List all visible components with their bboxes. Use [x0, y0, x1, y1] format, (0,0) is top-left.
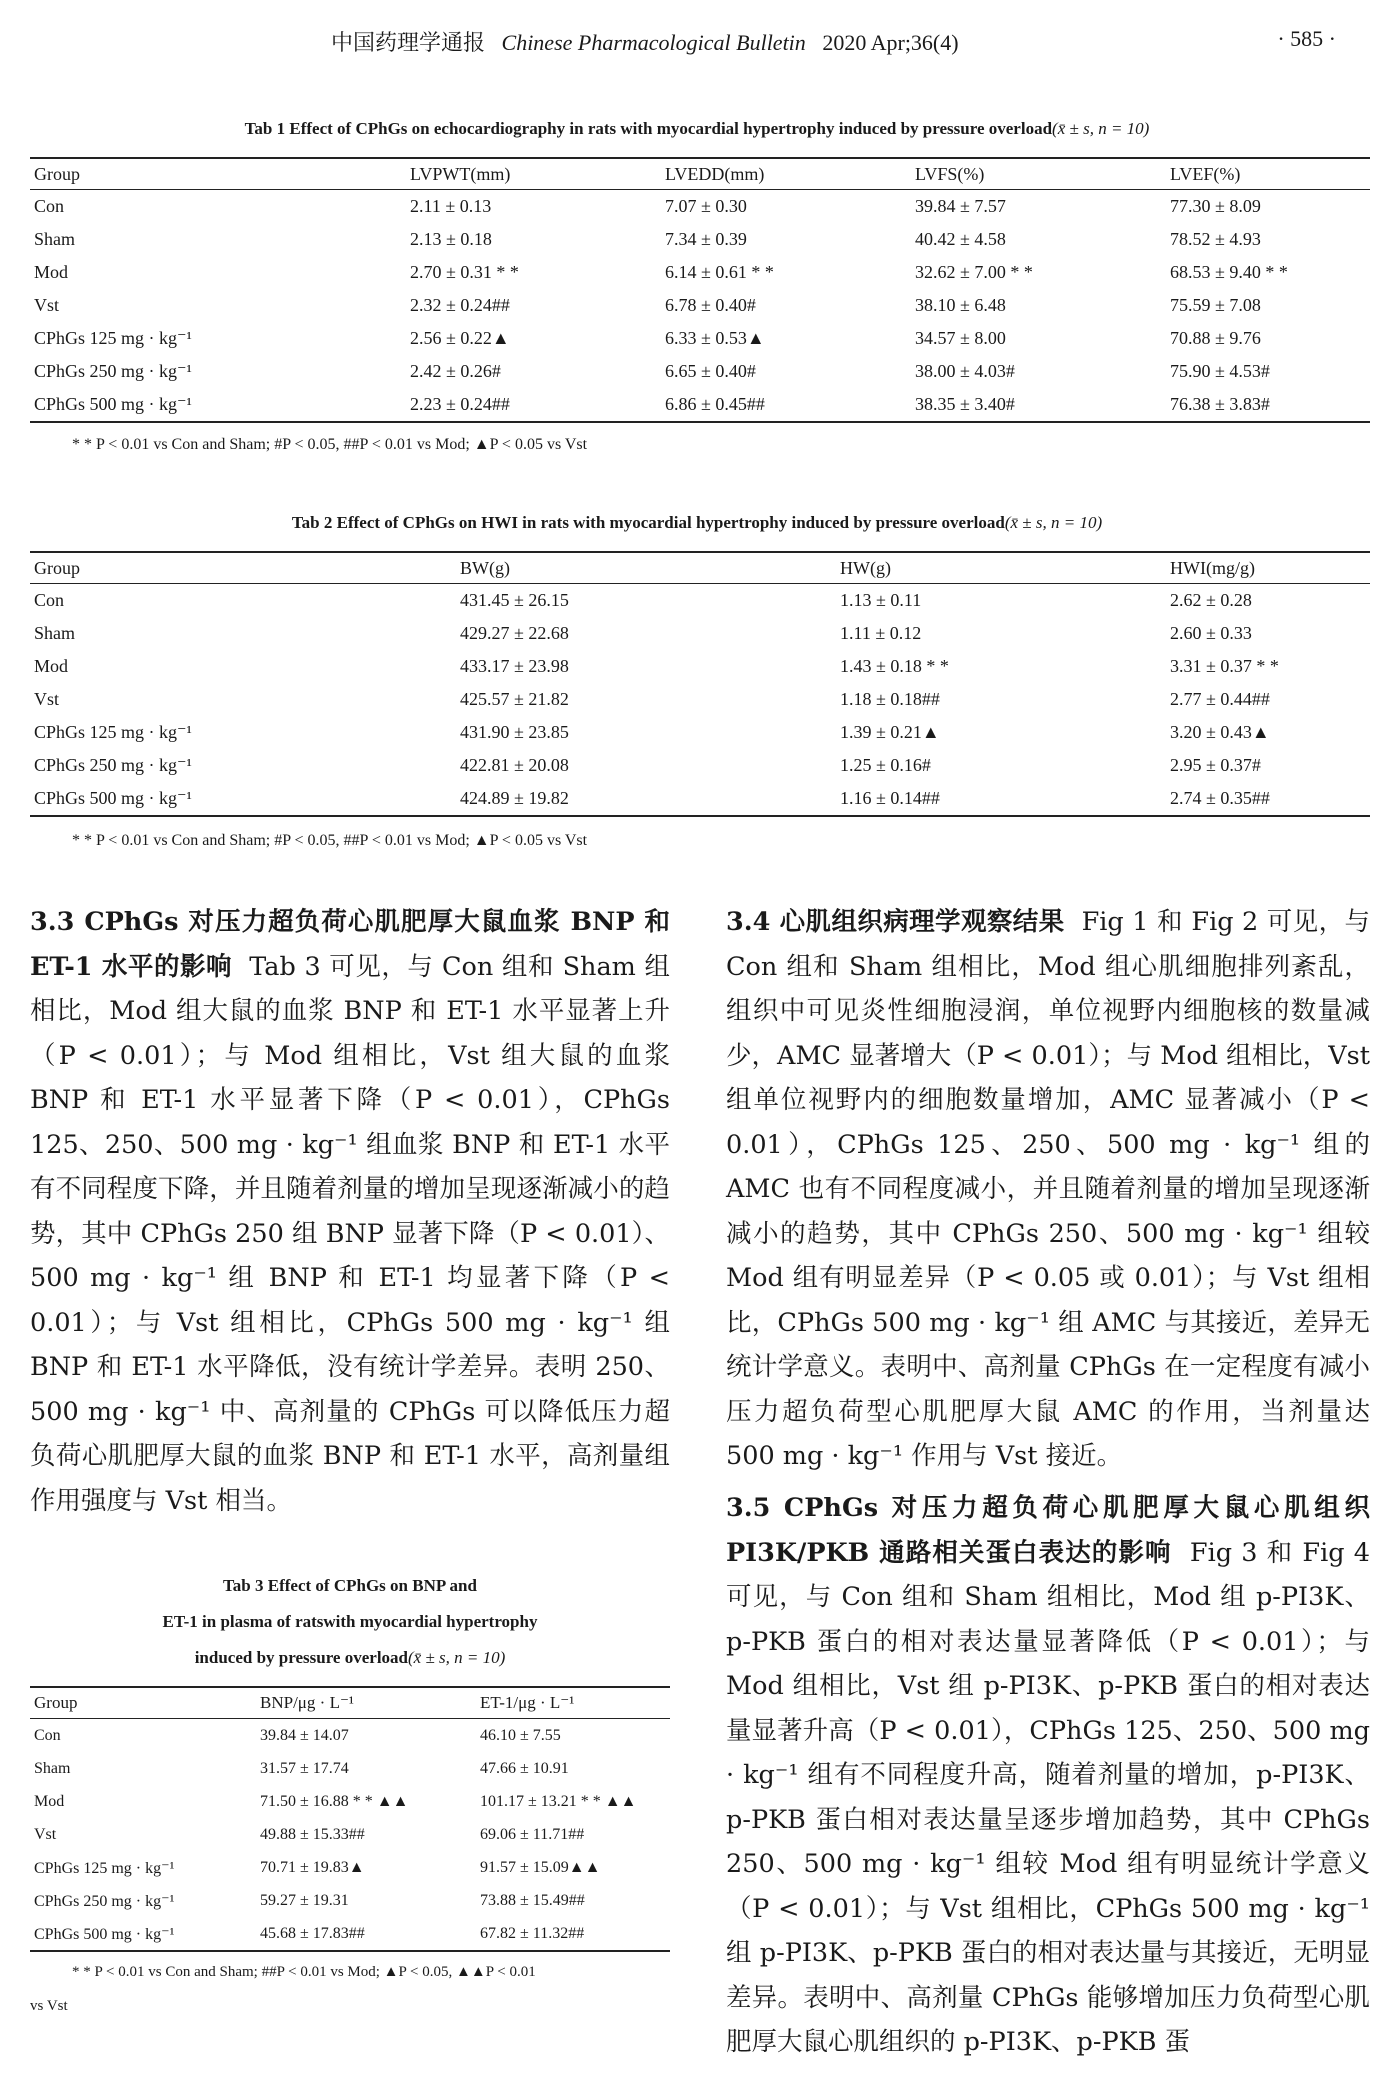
value-cell: 40.42 ± 4.58 [915, 229, 1006, 249]
group-cell: Mod [34, 656, 69, 676]
value-cell: 7.07 ± 0.30 [665, 196, 747, 216]
table-row [30, 749, 1370, 782]
table-row [30, 1785, 670, 1818]
table-row [30, 289, 1370, 322]
group-cell: Sham [34, 1759, 71, 1777]
value-cell: 77.30 ± 8.09 [1170, 196, 1261, 216]
value-cell: 78.52 ± 4.93 [1170, 229, 1261, 249]
value-cell: 429.27 ± 22.68 [460, 623, 569, 643]
table-row [30, 1884, 670, 1917]
table-row [30, 256, 1370, 289]
section-3-4-body: Fig 1 和 Fig 2 可见，与 Con 组和 Sham 组相比，Mod 组心肌细胞排列紊乱，组织中可见炎性细胞浸润，单位视野内细胞核的数量减少，AMC 显著增大（P < 0.01）；与 Mod 组相比，Vst 组单位视野内的细胞数量增加，AMC 显著减小（P < 0.01），CPhGs 125、250、500 mg · kg⁻¹ 组的 AMC 也有不同程度减小，并且随着剂量的增加呈现逐渐减小的趋势，其中 CPhGs 250、500 mg · kg⁻¹ 组较 Mod 组有明显差异（P < 0.05 或 0.01）；与 Vst 组相比，CPhGs 500 mg · kg⁻¹ 组 AMC 与其接近，差异无统计学意义。表明中、高剂量 CPhGs 在一定程度有减小压力超负荷型心肌肥厚大鼠 AMC 的作用，当剂量达 500 mg · kg⁻¹ 作用与 Vst 接近。 [726, 907, 1370, 1471]
tab1-col-header: LVPWT(mm) [410, 158, 665, 190]
value-cell: 1.16 ± 0.14## [840, 782, 1170, 816]
group-cell: Con [34, 1726, 61, 1744]
tab3-col-header: BNP/μg · L⁻¹ [260, 1687, 480, 1719]
value-cell: 2.62 ± 0.28 [1170, 590, 1252, 610]
value-cell: 1.11 ± 0.12 [840, 623, 922, 643]
group-cell: Sham [34, 229, 76, 249]
page-number: · 585 · [1277, 26, 1336, 51]
group-cell: Sham [34, 623, 76, 643]
value-cell: 6.33 ± 0.53▲ [665, 328, 765, 348]
tab3-title [30, 1568, 670, 1676]
tab2-title [0, 513, 1394, 533]
running-header [0, 26, 1394, 66]
table-row [30, 1719, 670, 1753]
tab1-title-text: Tab 1 Effect of CPhGs on echocardiography in rats with myocardial hypertrophy induced by pressure overload [244, 119, 1053, 138]
value-cell: 2.95 ± 0.37# [1170, 755, 1261, 775]
section-3-5-body: Fig 3 和 Fig 4 可见，与 Con 组和 Sham 组相比，Mod 组 p-PI3K、p-PKB 蛋白的相对表达量显著降低（P < 0.01）；与 Mod 组相比，Vst 组 p-PI3K、p-PKB 蛋白的相对表达量显著升高（P < 0.01），CPhGs 125、250、500 mg · kg⁻¹ 组有不同程度升高，随着剂量的增加，p-PI3K、p-PKB 蛋白相对表达量呈逐步增加趋势，其中 CPhGs 250、500 mg · kg⁻¹ 组较 Mod 组有明显统计学意义（P < 0.01）；与 Vst 组相比，CPhGs 500 mg · kg⁻¹ 组 p-PI3K、p-PKB 蛋白的相对表达量与其接近，无明显差异。表明中、高剂量 CPhGs 能够增加压力负荷型心肌肥厚大鼠心肌组织的 p-PI3K、p-PKB 蛋 [726, 1537, 1370, 2057]
tab1-col-header: LVFS(%) [915, 158, 1170, 190]
value-cell: 38.10 ± 6.48 [915, 295, 1006, 315]
value-cell: 1.18 ± 0.18## [840, 689, 940, 709]
value-cell: 49.88 ± 15.33## [260, 1825, 365, 1843]
value-cell: 70.88 ± 9.76 [1170, 328, 1261, 348]
tab1-col-header: LVEF(%) [1170, 158, 1370, 190]
value-cell: 3.20 ± 0.43▲ [1170, 722, 1270, 742]
value-cell: 2.42 ± 0.26# [410, 361, 501, 381]
tab3-note-line1: * * P < 0.01 vs Con and Sham; ##P < 0.01 vs Mod; ▲P < 0.05, ▲▲P < 0.01 [72, 1964, 536, 1980]
value-cell: 76.38 ± 3.83# [1170, 388, 1370, 422]
value-cell: 47.66 ± 10.91 [480, 1759, 569, 1777]
tab1-table [30, 157, 1370, 423]
group-cell: CPhGs 500 mg · kg⁻¹ [30, 782, 460, 816]
group-cell: Vst [34, 1825, 57, 1843]
tab2-col-header: HW(g) [840, 552, 1170, 584]
table-row [30, 190, 1370, 224]
value-cell: 6.86 ± 0.45## [665, 388, 915, 422]
value-cell: 69.06 ± 11.71## [480, 1825, 585, 1843]
group-cell: CPhGs 125 mg · kg⁻¹ [34, 1859, 175, 1877]
value-cell: 422.81 ± 20.08 [460, 755, 569, 775]
value-cell: 67.82 ± 11.32## [480, 1917, 670, 1951]
group-cell: CPhGs 500 mg · kg⁻¹ [30, 388, 410, 422]
group-cell: CPhGs 250 mg · kg⁻¹ [34, 755, 192, 775]
value-cell: 6.14 ± 0.61 * * [665, 262, 774, 282]
tab3-title-line2: ET-1 in plasma of ratswith myocardial hypertrophy [162, 1612, 538, 1631]
value-cell: 34.57 ± 8.00 [915, 328, 1006, 348]
group-cell: Mod [34, 262, 69, 282]
value-cell: 59.27 ± 19.31 [260, 1891, 349, 1909]
value-cell: 431.45 ± 26.15 [460, 590, 569, 610]
section-3-3-body: Tab 3 可见，与 Con 组和 Sham 组相比，Mod 组大鼠的血浆 BNP 和 ET-1 水平显著上升（P < 0.01）；与 Mod 组相比，Vst 组大鼠的血浆 BNP 和 ET-1 水平显著下降（P < 0.01），CPhGs 125、250、500 mg · kg⁻¹ 组血浆 BNP 和 ET-1 水平有不同程度下降，并且随着剂量的增加呈现逐渐减小的趋势，其中 CPhGs 250 组 BNP 显著下降（P < 0.01）、500 mg · kg⁻¹ 组 BNP 和 ET-1 均显著下降（P < 0.01）；与 Vst 组相比，CPhGs 500 mg · kg⁻¹ 组 BNP 和 ET-1 水平降低，没有统计学差异。表明 250、500 mg · kg⁻¹ 中、高剂量的 CPhGs 可以降低压力超负荷心肌肥厚大鼠的血浆 BNP 和 ET-1 水平，高剂量组作用强度与 Vst 相当。 [30, 951, 670, 1516]
value-cell: 75.59 ± 7.08 [1170, 295, 1261, 315]
tab3-title-line1: Tab 3 Effect of CPhGs on BNP and [223, 1576, 477, 1595]
value-cell: 2.23 ± 0.24## [410, 388, 665, 422]
value-cell: 32.62 ± 7.00 * * [915, 262, 1033, 282]
tab3-stat: (x̄ ± s, n = 10) [408, 1648, 506, 1667]
value-cell: 6.78 ± 0.40# [665, 295, 756, 315]
value-cell: 1.25 ± 0.16# [840, 755, 931, 775]
table-row [30, 617, 1370, 650]
group-cell: CPhGs 250 mg · kg⁻¹ [34, 361, 192, 381]
group-cell: Mod [34, 1792, 65, 1810]
value-cell: 71.50 ± 16.88 * * ▲▲ [260, 1792, 409, 1810]
journal-en: Chinese Pharmacological Bulletin [501, 30, 806, 55]
tab1-col-header: LVEDD(mm) [665, 158, 915, 190]
table-row [30, 355, 1370, 388]
journal-cn: 中国药理学通报 [331, 30, 486, 55]
journal-issue: 2020 Apr;36(4) [822, 30, 959, 55]
tab3-title-line3: induced by pressure overload [194, 1648, 409, 1667]
value-cell: 425.57 ± 21.82 [460, 689, 569, 709]
value-cell: 2.11 ± 0.13 [410, 196, 492, 216]
section-3-4 [726, 900, 1370, 1479]
tab1-stat: (x̄ ± s, n = 10) [1052, 119, 1150, 138]
table-row [30, 1752, 670, 1785]
tab2-stat: (x̄ ± s, n = 10) [1004, 513, 1103, 532]
tab2-note: * * P < 0.01 vs Con and Sham; #P < 0.05, ##P < 0.01 vs Mod; ▲P < 0.05 vs Vst [72, 832, 588, 849]
group-cell: CPhGs 250 mg · kg⁻¹ [34, 1892, 175, 1910]
value-cell: 39.84 ± 14.07 [260, 1726, 349, 1744]
value-cell: 2.70 ± 0.31 * * [410, 262, 519, 282]
value-cell: 46.10 ± 7.55 [480, 1726, 561, 1744]
value-cell: 2.77 ± 0.44## [1170, 689, 1270, 709]
section-3-5 [726, 1486, 1370, 2066]
value-cell: 1.39 ± 0.21▲ [840, 722, 940, 742]
group-cell: Vst [34, 689, 60, 709]
value-cell: 1.43 ± 0.18 * * [840, 656, 949, 676]
value-cell: 91.57 ± 15.09▲▲ [480, 1858, 601, 1876]
value-cell: 7.34 ± 0.39 [665, 229, 747, 249]
table-row [30, 650, 1370, 683]
value-cell: 433.17 ± 23.98 [460, 656, 569, 676]
value-cell: 75.90 ± 4.53# [1170, 361, 1270, 381]
value-cell: 39.84 ± 7.57 [915, 196, 1006, 216]
value-cell: 2.13 ± 0.18 [410, 229, 492, 249]
value-cell: 68.53 ± 9.40 * * [1170, 262, 1288, 282]
table-row [30, 782, 1370, 816]
value-cell: 2.32 ± 0.24## [410, 295, 510, 315]
value-cell: 70.71 ± 19.83▲ [260, 1858, 365, 1876]
value-cell: 1.13 ± 0.11 [840, 590, 922, 610]
tab3-table [30, 1686, 670, 1952]
tab1-col-header: Group [30, 158, 410, 190]
tab3-col-header: ET-1/μg · L⁻¹ [480, 1687, 670, 1719]
table-row [30, 716, 1370, 749]
value-cell: 6.65 ± 0.40# [665, 361, 756, 381]
tab2-table [30, 551, 1370, 817]
value-cell: 45.68 ± 17.83## [260, 1917, 480, 1951]
value-cell: 38.35 ± 3.40# [915, 388, 1170, 422]
table-row [30, 322, 1370, 355]
group-cell: CPhGs 125 mg · kg⁻¹ [34, 722, 192, 742]
tab2-col-header: HWI(mg/g) [1170, 552, 1370, 584]
table-row [30, 1917, 670, 1951]
value-cell: 431.90 ± 23.85 [460, 722, 569, 742]
tab2-col-header: Group [30, 552, 460, 584]
value-cell: 2.56 ± 0.22▲ [410, 328, 510, 348]
table-row [30, 1851, 670, 1884]
section-3-3 [30, 900, 670, 1523]
value-cell: 2.74 ± 0.35## [1170, 782, 1370, 816]
tab1-title [0, 119, 1394, 139]
section-3-5-heading: 3.5 CPhGs 对压力超负荷心肌肥厚大鼠心肌组织 PI3K/PKB 通路相关蛋白表达的影响 [726, 1493, 1370, 1568]
tab3-note-line2: vs Vst [30, 1998, 68, 2014]
table-row [30, 584, 1370, 618]
value-cell: 31.57 ± 17.74 [260, 1759, 349, 1777]
tab2-header-row [30, 552, 1370, 584]
value-cell: 101.17 ± 13.21 * * ▲▲ [480, 1792, 637, 1810]
group-cell: Con [34, 196, 65, 216]
tab2-col-header: BW(g) [460, 552, 840, 584]
group-cell: CPhGs 125 mg · kg⁻¹ [34, 328, 192, 348]
group-cell: CPhGs 500 mg · kg⁻¹ [30, 1917, 260, 1951]
tab1-note: * * P < 0.01 vs Con and Sham; #P < 0.05, ##P < 0.01 vs Mod; ▲P < 0.05 vs Vst [72, 436, 588, 453]
tab1-header-row [30, 158, 1370, 190]
table-row [30, 388, 1370, 422]
value-cell: 38.00 ± 4.03# [915, 361, 1015, 381]
table-row [30, 683, 1370, 716]
value-cell: 424.89 ± 19.82 [460, 782, 840, 816]
group-cell: Vst [34, 295, 60, 315]
group-cell: Con [34, 590, 65, 610]
section-3-3-heading: 3.3 CPhGs 对压力超负荷心肌肥厚大鼠血浆 BNP 和 ET-1 水平的影响 [30, 907, 670, 982]
tab3-header-row [30, 1687, 670, 1719]
value-cell: 3.31 ± 0.37 * * [1170, 656, 1279, 676]
table-row [30, 1818, 670, 1851]
table-row [30, 223, 1370, 256]
value-cell: 2.60 ± 0.33 [1170, 623, 1252, 643]
value-cell: 73.88 ± 15.49## [480, 1891, 585, 1909]
tab2-title-text: Tab 2 Effect of CPhGs on HWI in rats with myocardial hypertrophy induced by pressure overload [291, 513, 1005, 532]
tab3-col-header: Group [30, 1687, 260, 1719]
journal-title [331, 26, 959, 57]
section-3-4-heading: 3.4 心肌组织病理学观察结果 [726, 907, 1065, 937]
